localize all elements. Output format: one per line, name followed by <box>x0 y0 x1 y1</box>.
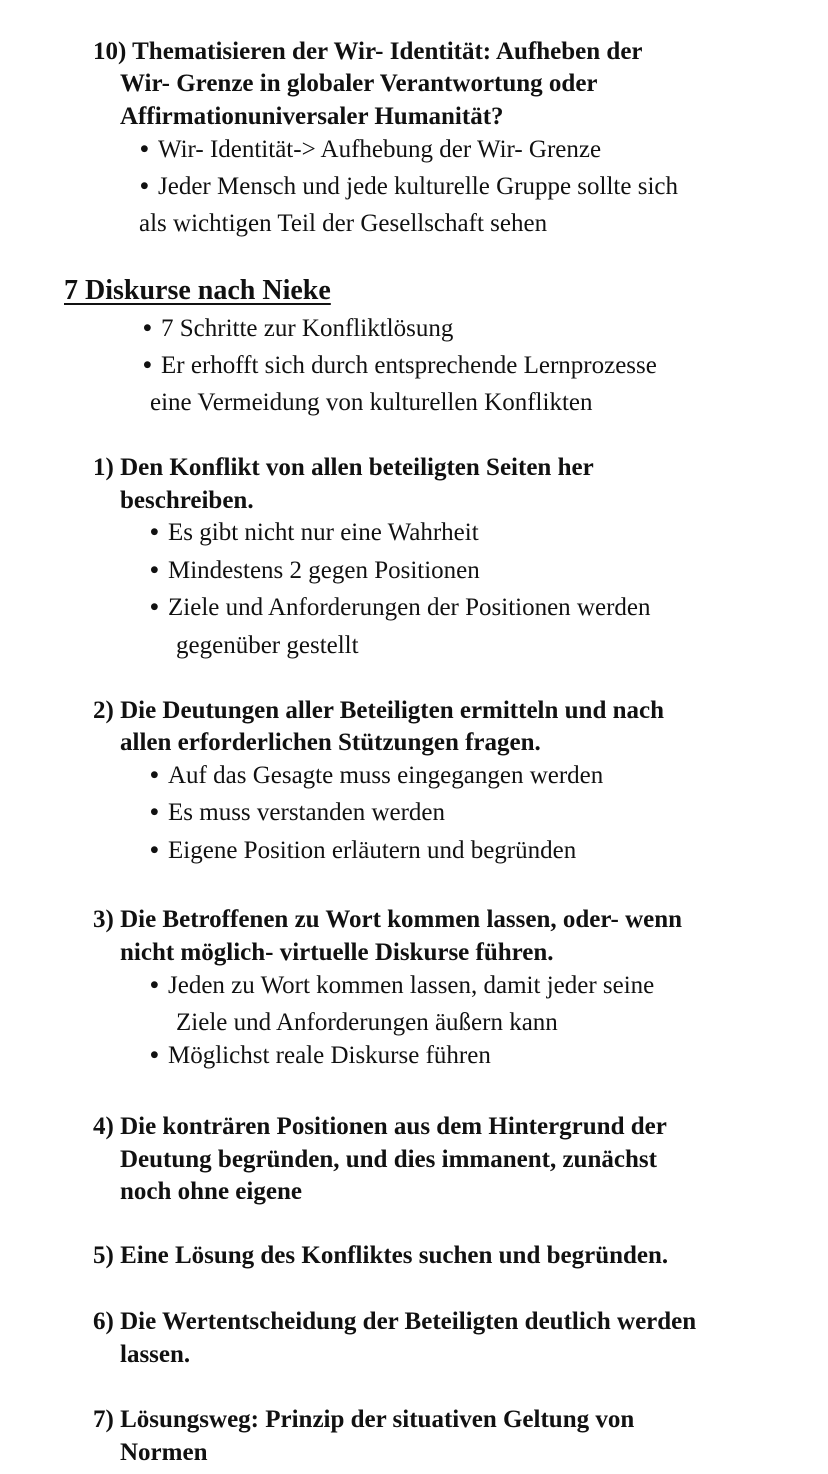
item10-bullet-1 <box>140 134 601 166</box>
bullet-icon: • <box>150 837 159 864</box>
bullet-icon: • <box>150 557 159 584</box>
bullet-icon: • <box>150 799 159 826</box>
step4-title-line-1: 4) Die konträren Positionen aus dem Hintergrund der <box>93 1113 667 1140</box>
bullet-text: 7 Schritte zur Konfliktlösung <box>161 315 454 342</box>
step3-title-line-1: 3) Die Betroffenen zu Wort kommen lassen, oder- wenn <box>93 906 683 933</box>
item10-title-line-3: Affirmationuniversaler Humanität? <box>120 103 504 130</box>
step1-continuation: gegenüber gestellt <box>176 632 359 659</box>
bullet-icon: • <box>143 352 152 379</box>
step2-bullet-3 <box>150 835 576 867</box>
step3-bullet-1 <box>150 970 654 1002</box>
section-bullet-1 <box>143 313 453 345</box>
bullet-text: Jeden zu Wort kommen lassen, damit jeder seine <box>168 972 655 999</box>
step4-title-line-3: noch ohne eigene <box>120 1178 302 1205</box>
section-heading: 7 Diskurse nach Nieke <box>64 275 331 306</box>
bullet-icon: • <box>150 762 159 789</box>
step2-bullet-1 <box>150 760 603 792</box>
item10-title-line-2: Wir- Grenze in globaler Verantwortung oder <box>120 70 598 97</box>
bullet-icon: • <box>150 972 159 999</box>
step3-title-line-2: nicht möglich- virtuelle Diskurse führen. <box>120 939 554 966</box>
section-continuation: eine Vermeidung von kulturellen Konflikten <box>150 389 593 416</box>
step1-title-line-1: 1) Den Konflikt von allen beteiligten Seiten her <box>93 454 594 481</box>
step5-title-line-1: 5) Eine Lösung des Konfliktes suchen und begründen. <box>93 1242 669 1269</box>
bullet-text: Es muss verstanden werden <box>168 799 446 826</box>
bullet-text: Er erhofft sich durch entsprechende Lernprozesse <box>161 352 657 379</box>
bullet-text: Eigene Position erläutern und begründen <box>168 837 577 864</box>
step1-bullet-3 <box>150 592 651 624</box>
step1-bullet-1 <box>150 517 479 549</box>
item10-bullet-2 <box>140 171 678 203</box>
bullet-text: Wir- Identität-> Aufhebung der Wir- Grenze <box>158 136 602 163</box>
item10-title-line-1: 10) Thematisieren der Wir- Identität: Aufheben der <box>93 38 643 65</box>
step7-title-line-2: Normen <box>120 1439 208 1466</box>
bullet-text: Möglichst reale Diskurse führen <box>168 1042 491 1069</box>
step1-bullet-2 <box>150 555 480 587</box>
step2-title-line-2: allen erforderlichen Stützungen fragen. <box>120 729 541 756</box>
step3-bullet-2 <box>150 1040 491 1072</box>
bullet-text: Es gibt nicht nur eine Wahrheit <box>168 519 479 546</box>
bullet-text: Auf das Gesagte muss eingegangen werden <box>168 762 604 789</box>
step1-title-line-2: beschreiben. <box>120 487 254 514</box>
bullet-text: Mindestens 2 gegen Positionen <box>168 557 480 584</box>
bullet-text: Jeder Mensch und jede kulturelle Gruppe sollte sich <box>158 173 678 200</box>
section-bullet-2 <box>143 350 657 382</box>
bullet-icon: • <box>150 519 159 546</box>
step6-title-line-2: lassen. <box>120 1341 191 1368</box>
bullet-text: Ziele und Anforderungen der Positionen werden <box>168 594 651 621</box>
item10-continuation: als wichtigen Teil der Gesellschaft sehen <box>139 210 548 237</box>
step7-title-line-1: 7) Lösungsweg: Prinzip der situativen Geltung von <box>93 1406 635 1433</box>
step2-title-line-1: 2) Die Deutungen aller Beteiligten ermitteln und nach <box>93 697 665 724</box>
bullet-icon: • <box>150 1042 159 1069</box>
step4-title-line-2: Deutung begründen, und dies immanent, zunächst <box>120 1146 657 1173</box>
step3-continuation: Ziele und Anforderungen äußern kann <box>176 1009 558 1036</box>
bullet-icon: • <box>150 594 159 621</box>
step6-title-line-1: 6) Die Wertentscheidung der Beteiligten deutlich werden <box>93 1308 697 1335</box>
step2-bullet-2 <box>150 797 445 829</box>
bullet-icon: • <box>140 173 149 200</box>
bullet-icon: • <box>140 136 149 163</box>
bullet-icon: • <box>143 315 152 342</box>
